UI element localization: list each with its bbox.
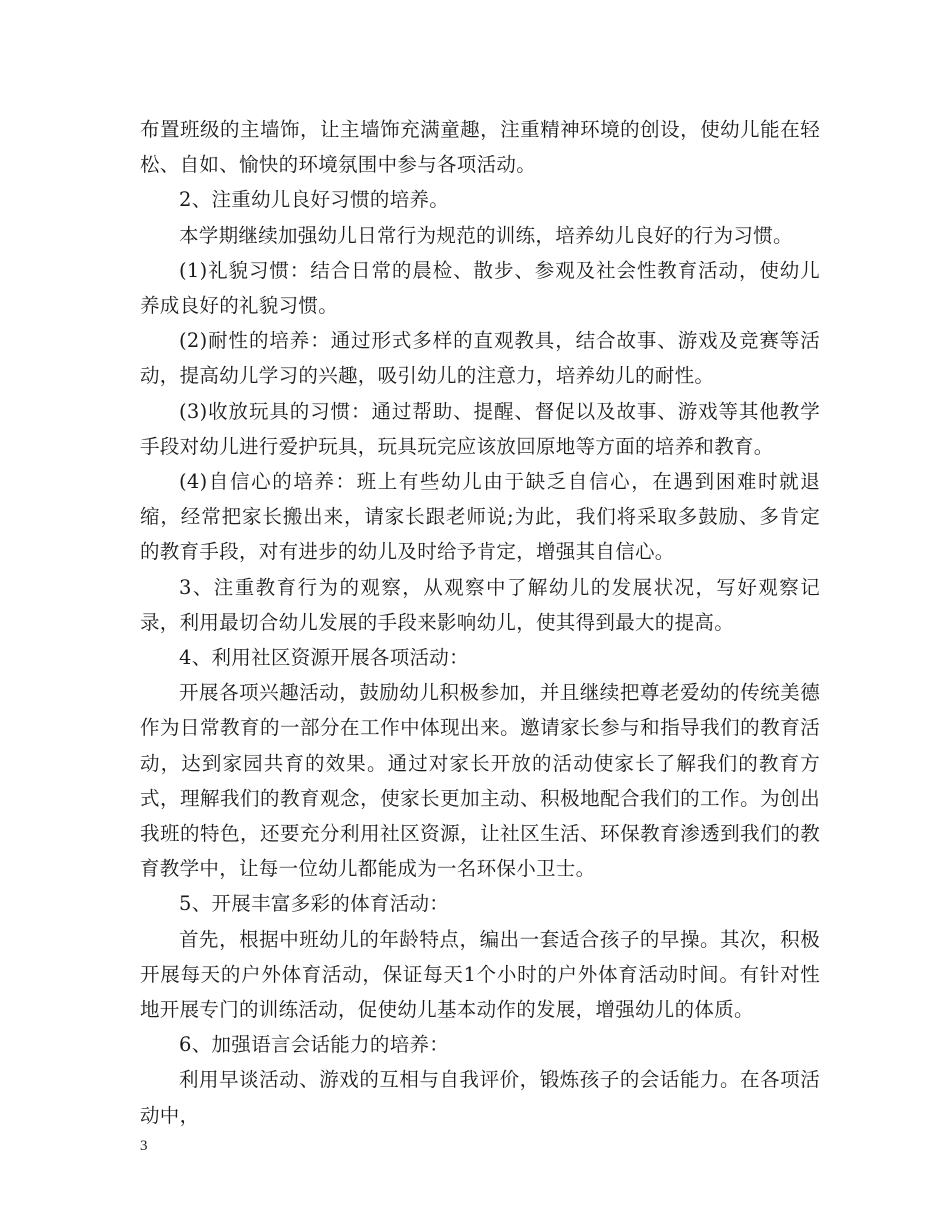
section-heading-3: 3、注重教育行为的观察，从观察中了解幼儿的发展状况，写好观察记录，利用最切合幼儿发展的手段来影响幼儿，使其得到最大的提高。 <box>140 575 820 634</box>
paragraph: 本学期继续加强幼儿日常行为规范的训练，培养幼儿良好的行为习惯。 <box>179 223 793 247</box>
list-item-confidence: (4)自信心的培养：班上有些幼儿由于缺乏自信心，在遇到困难时就退缩，经常把家长搬出来，请家长跟老师说;为此，我们将采取多鼓励、多肯定的教育手段，对有进步的幼儿及时给予肯定，增强其自信心。 <box>140 470 820 564</box>
paragraph: 利用早谈活动、游戏的互相与自我评价，锻炼孩子的会话能力。在各项活动中， <box>140 1068 820 1127</box>
section-heading-5: 5、开展丰富多彩的体育活动： <box>179 892 450 916</box>
paragraph: 布置班级的主墙饰，让主墙饰充满童趣，注重精神环境的创设，使幼儿能在轻松、自如、愉快的环境氛围中参与各项活动。 <box>140 118 820 177</box>
page-number: 3 <box>140 1138 148 1154</box>
list-item-patience: (2)耐性的培养：通过形式多样的直观教具，结合故事、游戏及竞赛等活动，提高幼儿学习的兴趣，吸引幼儿的注意力，培养幼儿的耐性。 <box>140 329 820 388</box>
document-body <box>140 112 820 1133</box>
section-heading-6: 6、加强语言会话能力的培养： <box>179 1033 450 1057</box>
list-item-toys: (3)收放玩具的习惯：通过帮助、提醒、督促以及故事、游戏等其他教学手段对幼儿进行爱护玩具，玩具玩完应该放回原地等方面的培养和教育。 <box>140 399 820 458</box>
section-heading-2: 2、注重幼儿良好习惯的培养。 <box>179 188 450 212</box>
paragraph: 首先，根据中班幼儿的年龄特点，编出一套适合孩子的早操。其次，积极开展每天的户外体育活动，保证每天1个小时的户外体育活动时间。有针对性地开展专门的训练活动，促使幼儿基本动作的发展，增强幼儿的体质。 <box>140 927 820 1022</box>
paragraph: 开展各项兴趣活动，鼓励幼儿积极参加，并且继续把尊老爱幼的传统美德作为日常教育的一部分在工作中体现出来。邀请家长参与和指导我们的教育活动，达到家园共育的效果。通过对家长开放的活动使家长了解我们的教育方式，理解我们的教育观念，使家长更加主动、积极地配合我们的工作。为创出我班的特色，还要充分利用社区资源，让社区生活、环保教育渗透到我们的教育教学中，让每一位幼儿都能成为一名环保小卫士。 <box>140 681 820 881</box>
list-item-manners: (1)礼貌习惯：结合日常的晨检、散步、参观及社会性教育活动，使幼儿养成良好的礼貌习惯。 <box>140 258 820 318</box>
section-heading-4: 4、利用社区资源开展各项活动： <box>179 646 469 670</box>
